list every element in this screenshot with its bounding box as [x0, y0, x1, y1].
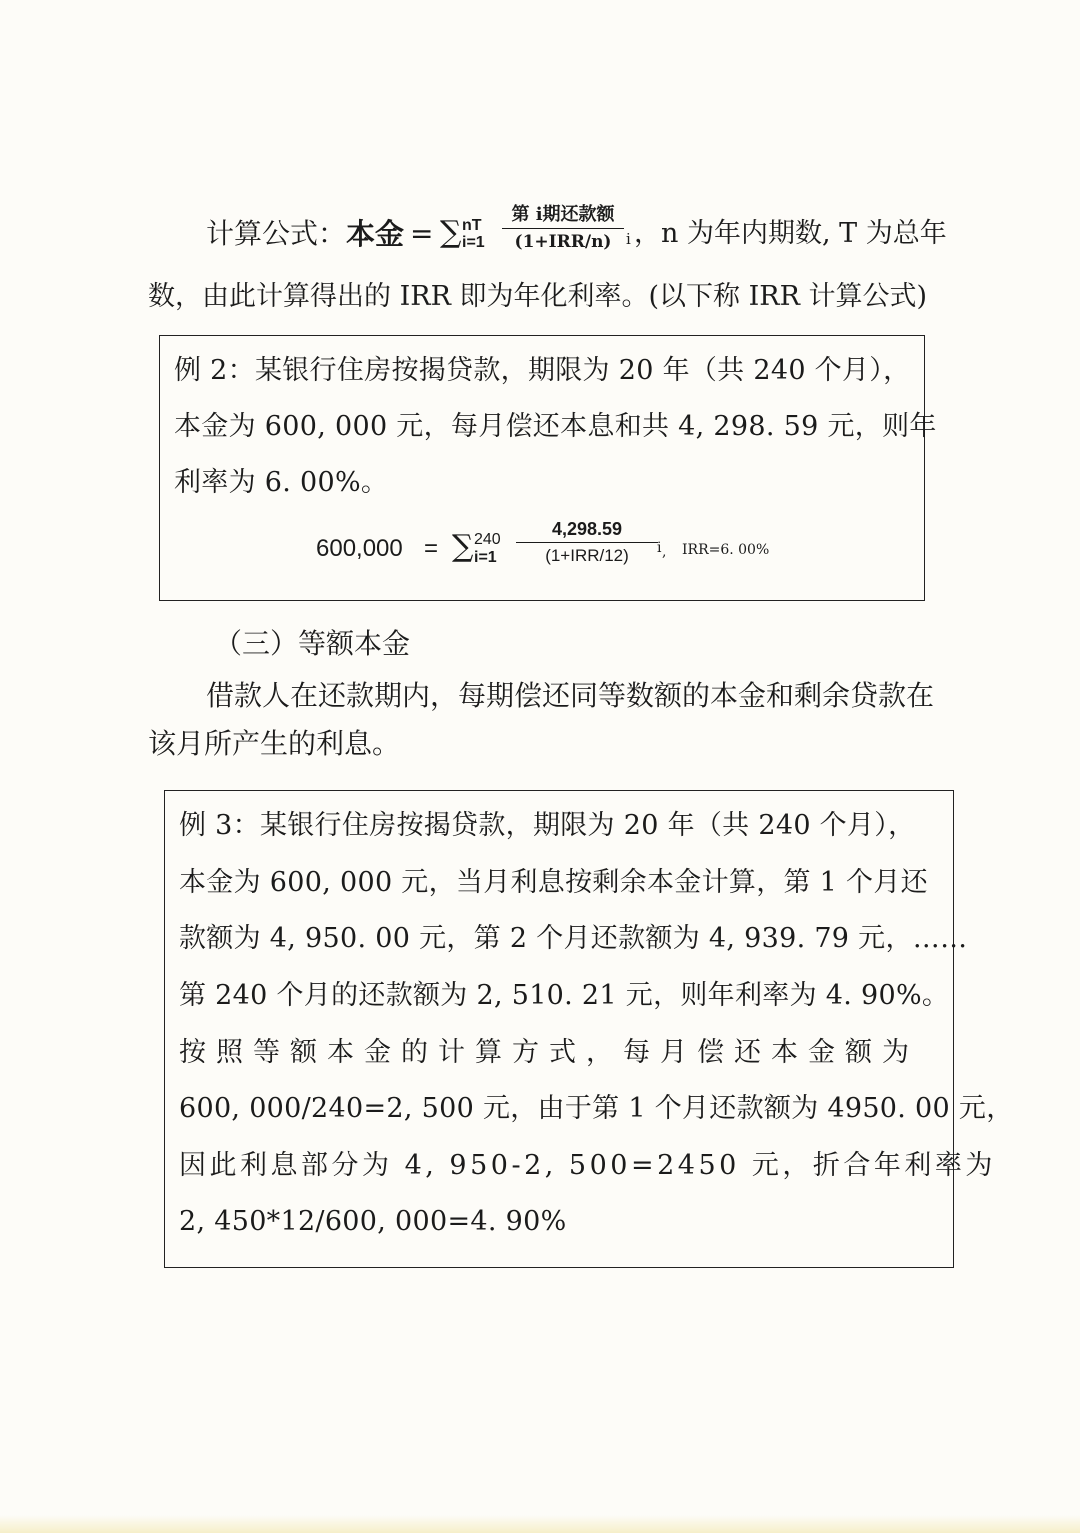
sum-upper-limit: nT [462, 217, 482, 234]
formula-label: 计算公式： [206, 217, 347, 250]
example-2-line-3: 利率为 6. 00%。 [174, 467, 389, 498]
example-3-line-1: 例 3：某银行住房按揭贷款，期限为 20 年（共 240 个月）， [179, 810, 916, 841]
formula-2-result: IRR=6. 00% [682, 542, 770, 558]
formula-explanation: ，n 为年内期数, T 为总年 [634, 218, 947, 249]
fraction-2-denominator: (1+IRR/12) [545, 546, 629, 565]
example-3-line-4: 第 240 个月的还款额为 2, 510. 21 元，则年利率为 4. 90%。 [179, 980, 950, 1011]
example-2-line-2: 本金为 600, 000 元，每月偿还本息和共 4, 298. 59 元，则年 [174, 411, 937, 442]
example-2-line-1: 例 2：某银行住房按揭贷款，期限为 20 年（共 240 个月）， [174, 355, 911, 386]
example-3-line-2: 本金为 600, 000 元，当月利息按剩余本金计算，第 1 个月还 [179, 867, 928, 898]
example-3-line-7: 因此利息部分为 4, 950-2, 500=2450 元，折合年利率为 [179, 1150, 996, 1181]
sum-lower-limit-2: i=1 [474, 549, 497, 566]
example-3-line-8: 2, 450*12/600, 000=4. 90% [179, 1206, 567, 1237]
example-3-line-5: 按照等额本金的计算方式，每月偿还本金额为 [179, 1037, 919, 1068]
formula-2-comma: , [662, 544, 667, 560]
formula-note: 数，由此计算得出的 IRR 即为年化利率。(以下称 IRR 计算公式) [148, 281, 928, 312]
formula-fraction [502, 204, 624, 253]
fraction-denominator: (1+IRR/n) [514, 232, 612, 252]
formula-2-fraction [516, 518, 658, 567]
formula-2-lhs: 600,000 [316, 535, 403, 562]
formula-2-equals: = [424, 535, 439, 562]
fraction-numerator: 第 i期还款额 [511, 204, 615, 225]
section-paragraph-line-2: 该月所产生的利息。 [148, 727, 401, 760]
formula-lhs: 本金 [346, 217, 405, 251]
fraction-2-bar [516, 542, 658, 543]
fraction-exponent: i [626, 230, 631, 248]
section-heading: （三）等额本金 [214, 627, 411, 660]
page-bottom-edge [0, 1515, 1080, 1533]
fraction-2-numerator: 4,298.59 [551, 519, 623, 539]
sum-lower-limit: i=1 [462, 234, 485, 251]
example-3-line-3: 款额为 4, 950. 00 元，第 2 个月还款额为 4, 939. 79 元，…… [179, 923, 968, 954]
sigma-symbol: ∑ [440, 215, 462, 250]
fraction-2-exponent: i [657, 540, 662, 556]
example-3-box [164, 790, 1014, 1268]
example-2-formula [316, 518, 816, 588]
formula-equals: = [410, 217, 434, 250]
example-3-line-6: 600, 000/240=2, 500 元，由于第 1 个月还款额为 4950. 00 元， [179, 1093, 1014, 1124]
fraction-bar [502, 228, 624, 229]
section-paragraph-line-1: 借款人在还款期内，每期偿还同等数额的本金和剩余贷款在 [206, 679, 935, 712]
sigma-symbol-2: ∑ [452, 529, 474, 564]
sum-upper-limit-2: 240 [474, 531, 501, 548]
example-2-box [159, 335, 937, 601]
